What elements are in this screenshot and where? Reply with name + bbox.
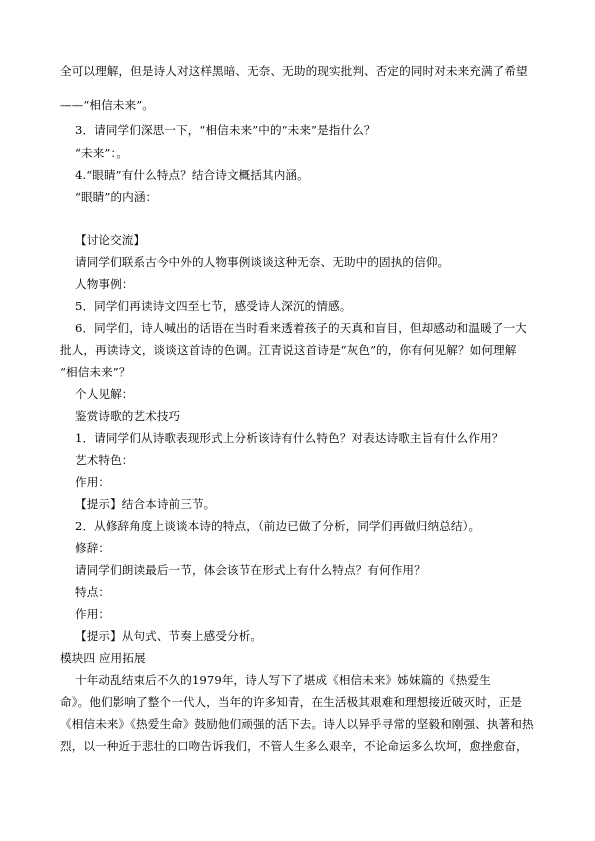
text-line: ——“相信未来”。 — [60, 98, 154, 112]
text-line: 2．从修辞角度上谈谈本诗的特点，（前边已做了分析，同学们再做归纳总结）。 — [75, 519, 481, 533]
text-line: 4.“眼睛”有什么特点？结合诗文概括其内涵。 — [75, 168, 309, 182]
text-line: 《相信未来》《热爱生命》鼓励他们顽强的活下去。诗人以异乎寻常的坚毅和刚强、执著和热 — [60, 717, 534, 731]
text-line: 十年动乱结束后不久的1979年，诗人写下了堪成《相信未来》姊妹篇的《热爱生 — [75, 673, 491, 687]
text-line: 修辞： — [75, 541, 111, 555]
text-line: 特点： — [75, 585, 111, 599]
text-line: 全可以理解，但是诗人对这样黑暗、无奈、无助的现实批判、否定的同时对未来充满了希望 — [60, 64, 528, 78]
text-line: 艺术特色： — [75, 453, 134, 467]
text-line: 命》。他们影响了整个一代人，当年的许多知青，在生活极其艰难和理想接近破灭时，正是 — [60, 695, 522, 709]
text-line: 请同学们朗读最后一节，体会该节在形式上有什么特点？有何作用？ — [75, 563, 426, 577]
text-line: “眼睛”的内涵： — [75, 190, 158, 204]
section-heading: 【讨论交流】 — [75, 233, 146, 247]
text-line: 批人，再读诗文，谈谈这首诗的色调。江青说这首诗是“灰色”的，你有何见解？如何理解 — [60, 343, 517, 357]
text-line: 烈，以一种近于悲壮的口吻告诉我们，不管人生多么艰辛，不论命运多么坎坷，愈挫愈奋， — [60, 739, 528, 753]
text-line: “相信未来”？ — [60, 365, 131, 379]
hint-line: 【提示】结合本诗前三节。 — [75, 497, 216, 511]
text-line: 鉴赏诗歌的艺术技巧 — [75, 409, 181, 423]
text-line: “未来”：。 — [75, 146, 129, 160]
text-line: 1．请同学们从诗歌表现形式上分析该诗有什么特色？对表达诗歌主旨有什么作用？ — [75, 431, 504, 445]
text-line: 作用： — [75, 475, 111, 489]
text-line: 作用： — [75, 607, 111, 621]
text-line: 个人见解： — [75, 387, 134, 401]
text-line: 人物事例： — [75, 277, 134, 291]
text-line: 6．同学们，诗人喊出的话语在当时看来透着孩子的天真和盲目，但却感动和温暖了一大 — [75, 321, 527, 335]
module-heading: 模块四 应用拓展 — [60, 651, 146, 665]
text-line: 5．同学们再读诗文四至七节，感受诗人深沉的情感。 — [75, 299, 352, 313]
text-line: 3．请同学们深思一下，“相信未来”中的“未来”是指什么？ — [75, 123, 376, 137]
text-line: 请同学们联系古今中外的人物事例谈谈这种无奈、无助中的固执的信仰。 — [75, 255, 450, 269]
hint-line: 【提示】从句式、节奏上感受分析。 — [75, 629, 263, 643]
